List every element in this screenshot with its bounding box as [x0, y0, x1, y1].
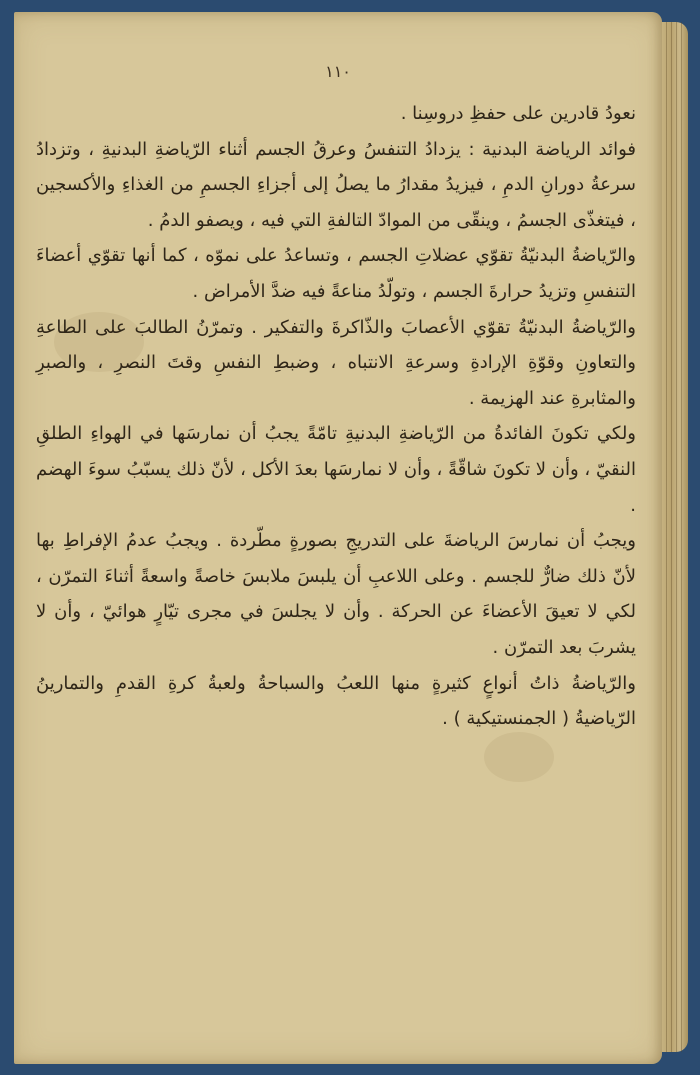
- paragraph-benefits: فوائد الرياضة البدنية : يزدادُ التنفسُ وعرقُ الجسم أثناء الرّياضةِ البدنيةِ ، وتزدادُ سرعةُ دورانِ الدمِ ، فيزيدُ مقدارُ ما يصلُ إلى أجزاءِ الجسمِ من الغذاءِ والأكسجين ، فيتغذّى الجسمُ ، وينقّى من الموادّ التالفةِ التي فيه ، ويصفو الدمُ .: [36, 138, 636, 231]
- page-edge-line: [681, 22, 682, 1052]
- book-page: [14, 12, 662, 1064]
- page-edge-stack: [660, 22, 688, 1052]
- page-edge-line: [671, 22, 672, 1052]
- paper-stain: [484, 732, 554, 782]
- paragraph-intro-end: نعودُ قادرين على حفظِ دروسِنا .: [400, 103, 636, 124]
- paragraph-muscles: والرّياضةُ البدنيّةُ تقوّي عضلاتِ الجسم ، وتساعدُ على نموّه ، كما أنها تقوّي أعضاءَ التنفسِ وتزيدُ حرارةَ الجسم ، وتولّدُ مناعةً فيه ضدَّ الأمراض .: [36, 245, 636, 302]
- page-body-text: [36, 96, 636, 737]
- paragraph-types: والرّياضةُ ذاتُ أنواعٍ كثيرةٍ منها اللعبُ والسباحةُ ولعبةُ كرةِ القدمِ والتمارينُ الرّياضيةُ ( الجمنستيكية ) .: [36, 672, 636, 730]
- paragraph-gradual: ويجبُ أن نمارسَ الرياضةَ على التدريجِ بصورةٍ مطّردة . ويجبُ عدمُ الإفراطِ بها لأنّ ذلك ضارٌّ للجسم . وعلى اللاعبِ أن يلبسَ ملابسَ خاصةً واسعةً أثناءَ التمرّن ، لكي لا تعيقَ الأعضاءَ عن الحركة . وأن لا يجلسَ في مجرى تيّارٍ هوائيّ ، وأن لا يشربَ بعد التمرّن .: [36, 530, 636, 658]
- paragraph-conditions: ولكي تكونَ الفائدةُ من الرّياضةِ البدنيةِ تامّةً يجبُ أن نمارسَها في الهواءِ الطلقِ النقيّ ، وأن لا تكونَ شاقّةً ، وأن لا نمارسَها بعدَ الأكل ، لأنّ ذلك يسبّبُ سوءَ الهضم .: [36, 423, 636, 516]
- page-number: ١١٠: [325, 62, 351, 81]
- page-edge-line: [666, 22, 667, 1052]
- paragraph-nerves: والرّياضةُ البدنيّةُ تقوّي الأعصابَ والذّاكرةَ والتفكير . وتمرّنُ الطالبَ على الطاعةِ والتعاونِ وقوّةِ الإرادةِ وسرعةِ الانتباه ، وضبطِ النفسِ وقتَ النصرِ ، والصبرِ والمثابرةِ عند الهزيمة .: [36, 316, 636, 409]
- page-edge-line: [676, 22, 677, 1052]
